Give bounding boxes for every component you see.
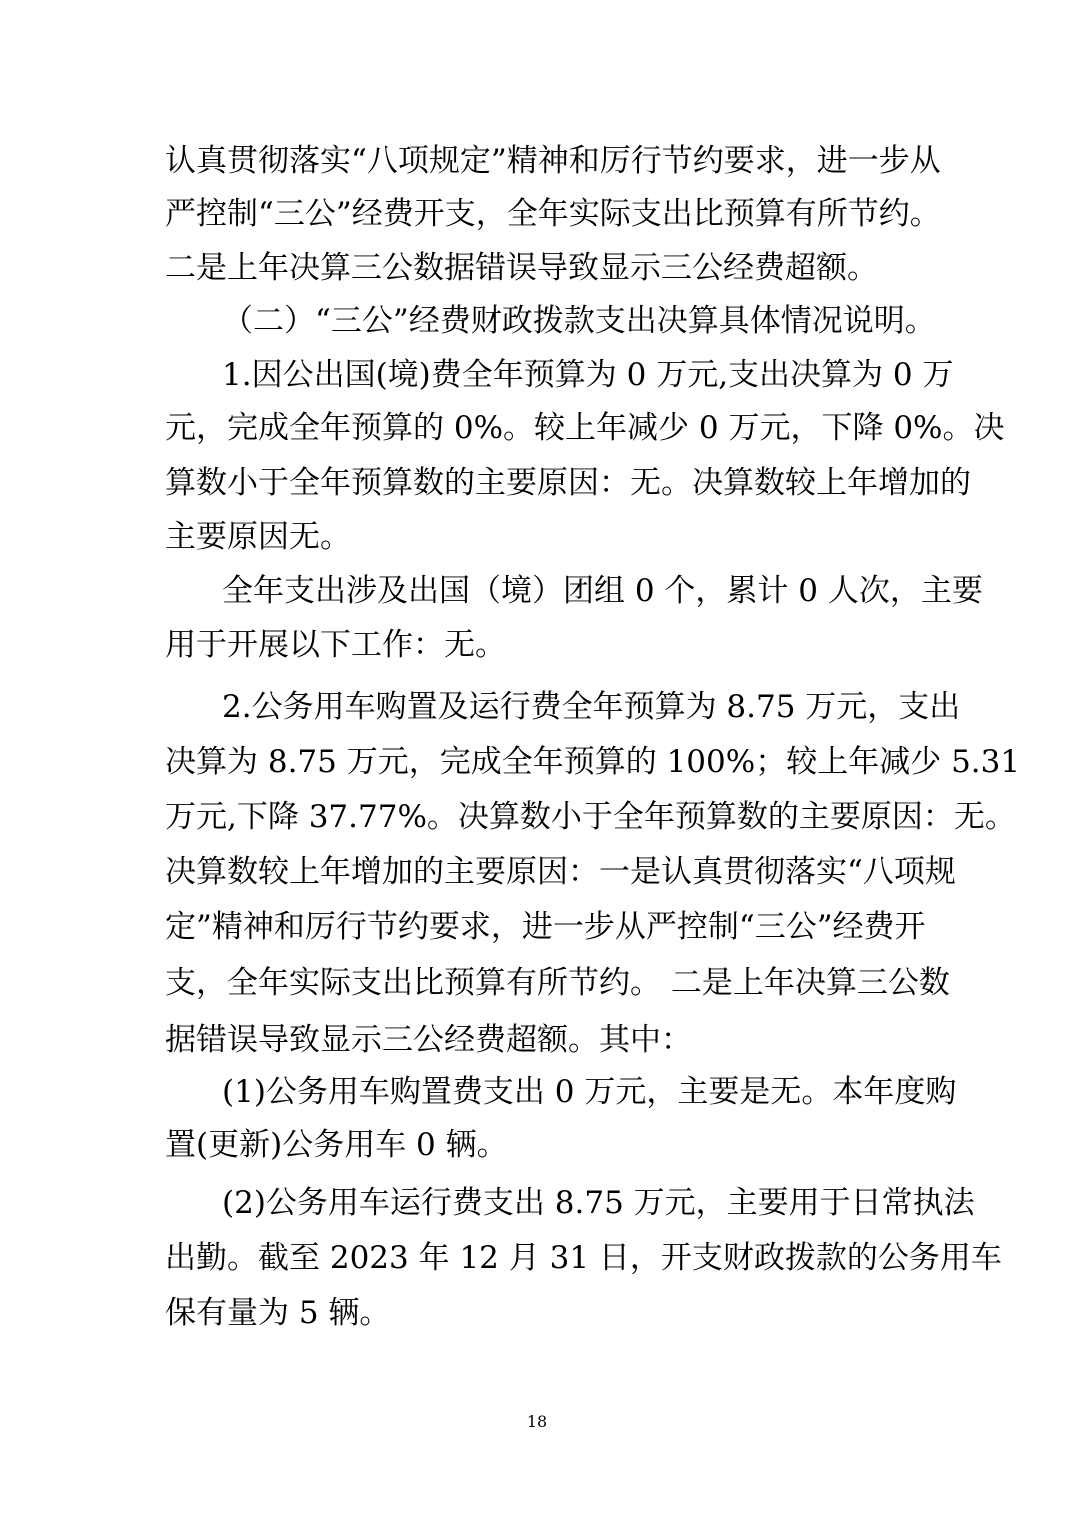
text-line: 保有量为 5 辆。 — [165, 1295, 391, 1331]
text-line: 决算数较上年增加的主要原因：一是认真贯彻落实“八项规 — [165, 854, 956, 890]
text-line: 主要原因无。 — [165, 519, 351, 555]
text-line: 认真贯彻落实“八项规定”精神和厉行节约要求，进一步从 — [165, 143, 941, 179]
text-line: 出勤。截至 2023 年 12 月 31 日，开支财政拨款的公务用车 — [165, 1240, 1002, 1276]
section-heading: （二）“三公”经费财政拨款支出决算具体情况说明。 — [222, 303, 936, 339]
text-line: 元，完成全年预算的 0%。较上年减少 0 万元，下降 0%。决 — [165, 410, 1005, 446]
text-line: (2)公务用车运行费支出 8.75 万元，主要用于日常执法 — [222, 1185, 975, 1221]
text-line: 严控制“三公”经费开支，全年实际支出比预算有所节约。 — [165, 196, 941, 232]
text-line: 算数小于全年预算数的主要原因：无。决算数较上年增加的 — [165, 465, 971, 501]
text-line: 据错误导致显示三公经费超额。其中： — [165, 1022, 692, 1058]
text-line: 置(更新)公务用车 0 辆。 — [165, 1127, 508, 1163]
text-line: 支，全年实际支出比预算有所节约。 二是上年决算三公数 — [165, 965, 950, 1001]
text-line: 全年支出涉及出国（境）团组 0 个，累计 0 人次，主要 — [222, 573, 983, 609]
text-line: 决算为 8.75 万元，完成全年预算的 100%；较上年减少 5.31 — [165, 744, 1021, 780]
text-line: 2.公务用车购置及运行费全年预算为 8.75 万元，支出 — [222, 689, 961, 725]
text-line: 万元,下降 37.77%。决算数小于全年预算数的主要原因：无。 — [165, 799, 1016, 835]
text-line: 定”精神和厉行节约要求，进一步从严控制“三公”经费开 — [165, 909, 926, 945]
page-number: 18 — [526, 1412, 548, 1431]
text-line: 二是上年决算三公数据错误导致显示三公经费超额。 — [165, 250, 878, 286]
text-line: (1)公务用车购置费支出 0 万元，主要是无。本年度购 — [222, 1074, 957, 1110]
text-line: 用于开展以下工作：无。 — [165, 627, 506, 663]
text-line: 1.因公出国(境)费全年预算为 0 万元,支出决算为 0 万 — [222, 357, 954, 393]
